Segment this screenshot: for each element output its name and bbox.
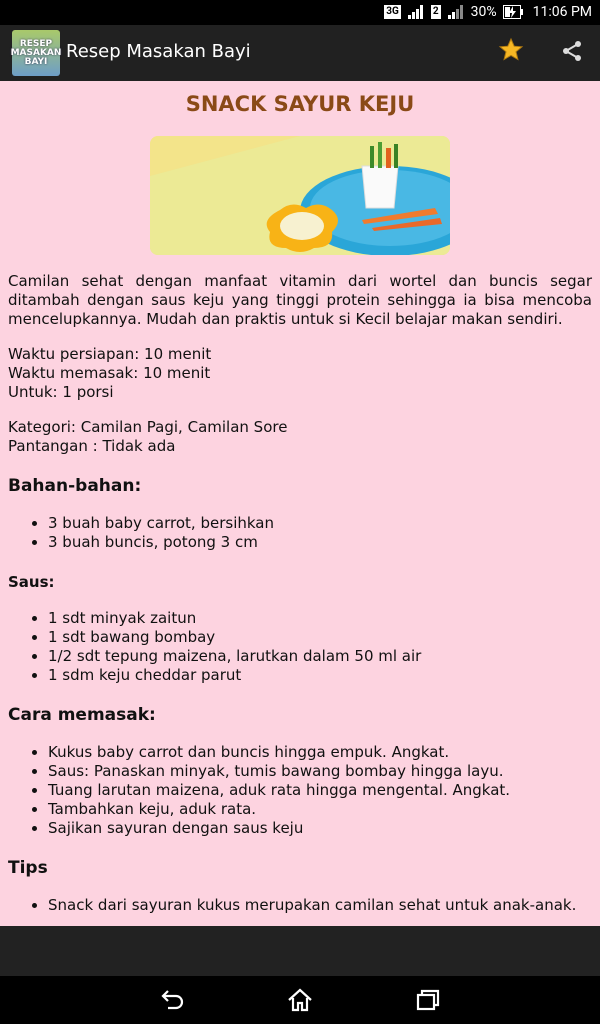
sauce-heading: Saus: xyxy=(8,573,55,591)
signal-icon xyxy=(407,4,425,20)
share-icon[interactable] xyxy=(560,39,584,63)
restriction: Pantangan : Tidak ada xyxy=(8,437,176,455)
list-item: • 1 sdm keju cheddar parut xyxy=(48,666,592,685)
recents-icon[interactable] xyxy=(414,986,442,1014)
signal-icon-2 xyxy=(447,4,465,20)
app-logo: RESEP MASAKAN BAYI xyxy=(12,30,60,76)
ingredients-heading: Bahan-bahan: xyxy=(8,476,142,496)
list-item: • Kukus baby carrot dan buncis hingga empuk. Angkat. xyxy=(48,743,592,762)
recipe-title: SNACK SAYUR KEJU xyxy=(185,92,415,116)
sim-indicator-icon: 2 xyxy=(432,6,439,17)
list-item: • Sajikan sayuran dengan saus keju xyxy=(48,819,592,838)
navigation-bar xyxy=(0,976,600,1024)
list-item: • Tambahkan keju, aduk rata. xyxy=(48,800,592,819)
bottom-bar xyxy=(0,926,600,976)
list-item: • 1/2 sdt tepung maizena, larutkan dalam 50 ml air xyxy=(48,647,592,666)
ingredients-list xyxy=(8,514,592,552)
recipe-intro: Camilan sehat dengan manfaat vitamin dari wortel dan buncis segar ditambah dengan saus keju yang tinggi protein sehingga ia bisa mencoba mencelupkannya. Mudah dan praktis untuk si Kecil belajar makan sendiri. xyxy=(8,272,592,328)
list-item: • Saus: Panaskan minyak, tumis bawang bombay hingga layu. xyxy=(48,762,592,781)
tips-list xyxy=(8,896,592,915)
list-item: • Tuang larutan maizena, aduk rata hingga mengental. Angkat. xyxy=(48,781,592,800)
home-icon[interactable] xyxy=(286,986,314,1014)
steps-heading: Cara memasak: xyxy=(8,705,156,725)
cook-time: Waktu memasak: 10 menit xyxy=(8,364,211,382)
category: Kategori: Camilan Pagi, Camilan Sore xyxy=(8,418,288,436)
back-icon[interactable] xyxy=(158,986,186,1014)
clock: 11:06 PM xyxy=(532,4,592,20)
star-icon[interactable] xyxy=(498,37,524,63)
sauce-list xyxy=(8,609,592,685)
battery-charging-icon xyxy=(503,5,523,19)
network-type-icon: 3G xyxy=(386,6,399,17)
app-bar xyxy=(0,25,600,81)
list-item: • 3 buah buncis, potong 3 cm xyxy=(48,533,592,552)
tips-heading: Tips xyxy=(8,858,48,878)
list-item: • 1 sdt minyak zaitun xyxy=(48,609,592,628)
recipe-meta xyxy=(8,418,592,456)
list-item: • Snack dari sayuran kukus merupakan camilan sehat untuk anak-anak. xyxy=(48,896,592,915)
recipe-photo xyxy=(150,136,450,255)
recipe-content[interactable] xyxy=(0,81,600,926)
status-bar xyxy=(0,0,600,25)
recipe-times xyxy=(8,345,592,402)
servings: Untuk: 1 porsi xyxy=(8,383,114,401)
list-item: • 1 sdt bawang bombay xyxy=(48,628,592,647)
steps-list xyxy=(8,743,592,838)
app-title: Resep Masakan Bayi xyxy=(66,41,251,62)
prep-time: Waktu persiapan: 10 menit xyxy=(8,345,212,363)
list-item: • 3 buah baby carrot, bersihkan xyxy=(48,514,592,533)
battery-percent: 30% xyxy=(470,4,497,20)
